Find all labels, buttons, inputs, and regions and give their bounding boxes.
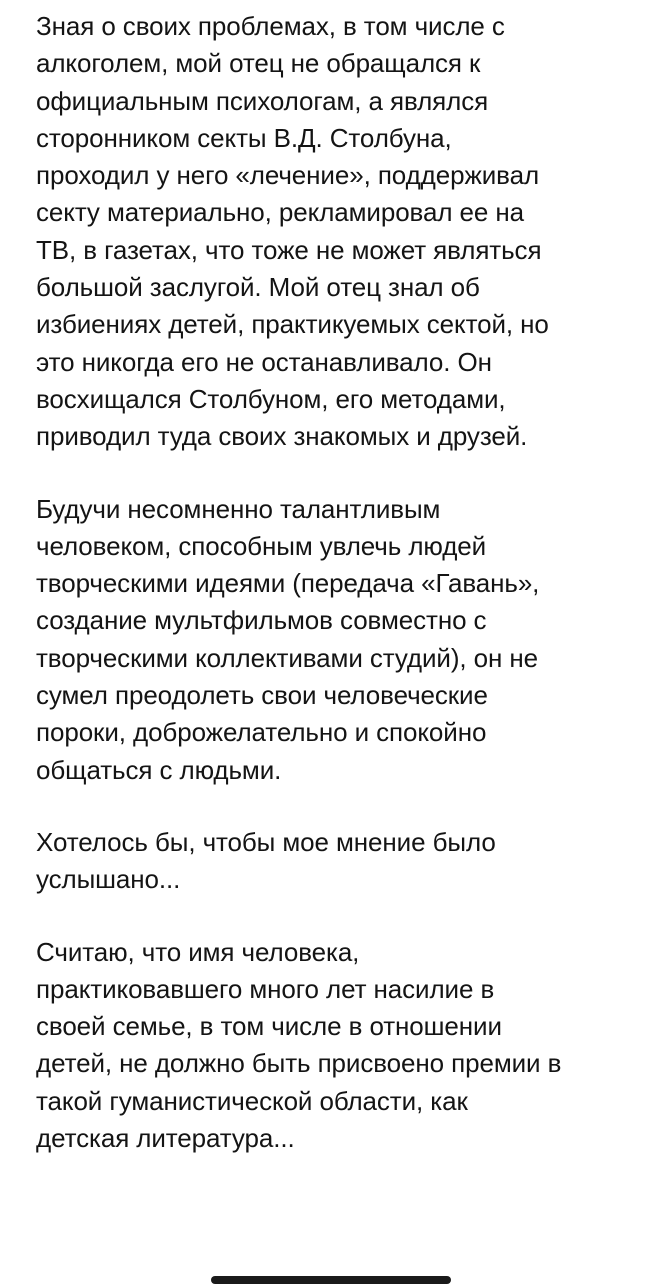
text-line: сумел преодолеть свои человеческие	[36, 680, 488, 711]
text-line: официальным психологам, а являлся	[36, 85, 489, 116]
text-line: алкоголем, мой отец не обращался к	[36, 48, 481, 79]
text-line: человеком, способным увлечь людей	[36, 530, 487, 561]
text-line: Будучи несомненно талантливым	[36, 493, 441, 524]
text-line: приводил туда своих знакомых и друзей.	[36, 421, 528, 452]
text-line: общаться с людьми.	[36, 754, 282, 785]
text-line: секту материально, рекламировал ее на	[36, 197, 524, 228]
paragraph-4	[36, 934, 646, 1158]
text-line: большой заслугой. Мой отец знал об	[36, 272, 480, 303]
text-line: творческими идеями (передача «Гавань»,	[36, 568, 540, 599]
text-line: такой гуманистической области, как	[36, 1085, 468, 1116]
text-line: детей, не должно быть присвоено премии в	[36, 1048, 562, 1079]
text-line: сторонником секты В.Д. Столбуна,	[36, 122, 452, 153]
text-line: Зная о своих проблемах, в том числе с	[36, 11, 505, 41]
text-line: творческими коллективами студий), он не	[36, 642, 538, 673]
text-line: услышано...	[36, 864, 181, 895]
text-line: Хотелось бы, чтобы мое мнение было	[36, 826, 496, 857]
text-line: Считаю, что имя человека,	[36, 936, 360, 967]
text-line: избиениях детей, практикуемых сектой, но	[36, 309, 549, 340]
text-line: это никогда его не останавливало. Он	[36, 346, 492, 377]
paragraph-2	[36, 491, 646, 789]
paragraph-3	[36, 824, 646, 899]
text-line: практиковавшего много лет насилие в	[36, 973, 495, 1004]
text-line: своей семье, в том числе в отношении	[36, 1011, 502, 1042]
text-line: создание мультфильмов совместно с	[36, 605, 487, 636]
article-text[interactable]	[36, 8, 646, 1157]
text-line: проходил у него «лечение», поддерживал	[36, 160, 540, 191]
text-line: пороки, доброжелательно и спокойно	[36, 717, 487, 748]
text-line: восхищался Столбуном, его методами,	[36, 383, 506, 414]
text-line: детская литература...	[36, 1123, 295, 1154]
paragraph-1	[36, 8, 646, 456]
home-indicator-bar[interactable]	[211, 1276, 451, 1284]
text-line: ТВ, в газетах, что тоже не может являться	[36, 234, 542, 265]
